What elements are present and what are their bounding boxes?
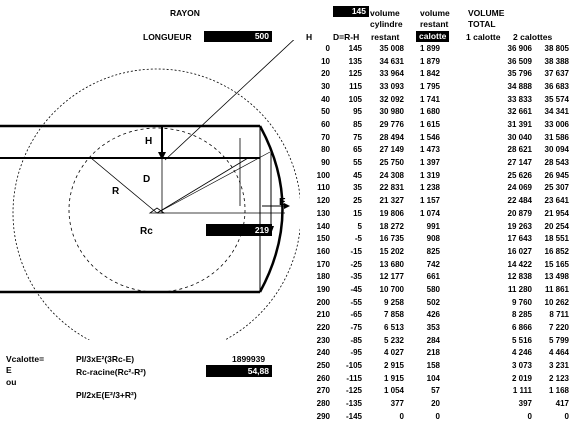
table-cell[interactable]: 0 <box>564 411 569 421</box>
table-cell[interactable]: 20 879 <box>507 208 532 218</box>
table-cell[interactable]: 1 473 <box>419 145 440 155</box>
table-cell[interactable]: 95 <box>353 107 362 117</box>
header-volume-total-1: VOLUME <box>468 8 505 18</box>
table-cell[interactable]: 11 861 <box>544 284 569 294</box>
table-cell[interactable]: 140 <box>316 221 330 231</box>
radius-line-right <box>157 158 248 213</box>
table-cell[interactable]: 22 484 <box>507 196 532 206</box>
table-cell[interactable]: -105 <box>345 361 362 370</box>
table-cell[interactable]: 580 <box>426 284 440 294</box>
table-cell[interactable]: 1 397 <box>419 158 440 168</box>
table-cell[interactable]: -145 <box>345 411 362 421</box>
table-cell[interactable]: 991 <box>426 221 440 231</box>
table-cell[interactable]: 377 <box>390 399 404 409</box>
table-cell[interactable]: 10 700 <box>379 284 404 294</box>
table-cell[interactable]: 80 <box>321 145 330 155</box>
table-cell[interactable]: 24 069 <box>507 183 532 193</box>
table-cell[interactable]: 10 262 <box>544 297 569 307</box>
table-cell[interactable]: 6 866 <box>511 322 532 332</box>
table-cell[interactable]: 15 165 <box>544 259 569 269</box>
table-cell[interactable]: 40 <box>321 94 330 104</box>
table-cell[interactable]: 85 <box>353 120 362 130</box>
table-cell[interactable]: 250 <box>316 361 330 370</box>
table-cell[interactable]: 38 805 <box>544 44 569 53</box>
table-cell[interactable]: 290 <box>316 411 330 421</box>
table-cell[interactable]: 27 149 <box>379 145 404 155</box>
table-cell[interactable]: 32 661 <box>507 107 532 117</box>
header-volume-cylindre-2: cylindre <box>370 19 403 29</box>
table-cell[interactable]: 220 <box>316 322 330 332</box>
diagram-label-e: E <box>279 197 286 208</box>
header-h: H <box>306 32 313 42</box>
table-cell[interactable]: 14 422 <box>507 259 532 269</box>
table-cell[interactable]: -55 <box>350 297 362 307</box>
table-cell[interactable]: -95 <box>350 348 362 358</box>
table-cell[interactable]: 9 760 <box>511 297 532 307</box>
table-cell[interactable]: 31 586 <box>544 132 569 142</box>
table-cell[interactable]: 1 741 <box>419 94 440 104</box>
table-cell[interactable]: 1 879 <box>419 56 440 66</box>
table-cell[interactable]: 20 254 <box>544 221 569 231</box>
table-cell[interactable]: 0 <box>435 411 440 421</box>
table-cell[interactable]: 16 735 <box>379 234 404 244</box>
table-cell[interactable]: 21 954 <box>544 208 569 218</box>
header-volume-cylindre-1: volume <box>370 8 400 18</box>
table-cell[interactable]: 35 <box>353 183 362 193</box>
table-cell[interactable]: 160 <box>316 246 330 256</box>
diagram-label-h: H <box>145 136 153 147</box>
table-cell[interactable]: 908 <box>426 234 440 244</box>
table-cell[interactable]: 200 <box>316 297 330 307</box>
table-cell[interactable]: 11 280 <box>507 284 532 294</box>
longueur-value-cell[interactable]: 500 <box>204 31 272 42</box>
table-cell[interactable]: 104 <box>426 373 440 383</box>
table-cell[interactable]: 90 <box>321 158 330 168</box>
table-cell[interactable]: 135 <box>348 56 362 66</box>
inner-dashed-circle <box>69 128 245 292</box>
table-cell[interactable]: 4 027 <box>383 348 404 358</box>
table-cell[interactable]: 240 <box>316 348 330 358</box>
table-cell[interactable]: 28 494 <box>379 132 404 142</box>
table-cell[interactable]: 270 <box>316 386 330 396</box>
table-cell[interactable]: 30 040 <box>507 132 532 142</box>
table-cell[interactable]: 65 <box>353 145 362 155</box>
table-cell[interactable]: 218 <box>426 348 440 358</box>
table-cell[interactable]: 13 498 <box>544 272 569 282</box>
table-cell[interactable]: 130 <box>316 208 330 218</box>
table-cell[interactable]: 55 <box>353 158 362 168</box>
table-cell[interactable]: 2 123 <box>548 373 569 383</box>
table-cell[interactable]: -125 <box>345 386 362 396</box>
table-cell[interactable]: -75 <box>350 322 362 332</box>
table-cell[interactable]: 25 307 <box>544 183 569 193</box>
table-cell[interactable]: 230 <box>316 335 330 345</box>
table-cell[interactable]: 115 <box>349 82 362 92</box>
header-restant: restant <box>371 32 400 42</box>
table-cell[interactable]: 25 <box>353 196 362 206</box>
table-cell[interactable]: 5 516 <box>511 335 532 345</box>
table-cell[interactable]: 19 806 <box>379 208 404 218</box>
table-cell[interactable]: -35 <box>350 272 362 282</box>
table-cell[interactable]: 28 543 <box>544 158 569 168</box>
table-cell[interactable]: 8 285 <box>511 310 532 320</box>
table-cell[interactable]: 397 <box>518 399 532 409</box>
table-cell[interactable]: 18 272 <box>379 221 404 231</box>
table-cell[interactable]: 353 <box>426 322 440 332</box>
table-cell[interactable]: 661 <box>426 272 440 282</box>
table-cell[interactable]: 24 308 <box>379 170 404 180</box>
table-cell[interactable]: 6 513 <box>383 322 404 332</box>
outer-dotted-circle <box>13 69 300 340</box>
table-cell[interactable]: 280 <box>316 399 330 409</box>
table-cell[interactable]: 7 220 <box>548 322 569 332</box>
table-cell[interactable]: 37 637 <box>544 69 569 79</box>
table-cell[interactable]: 25 750 <box>379 158 404 168</box>
table-cell[interactable]: 100 <box>316 170 330 180</box>
table-cell[interactable]: 16 852 <box>544 246 569 256</box>
table-cell[interactable]: 16 027 <box>507 246 532 256</box>
table-cell[interactable]: 20 <box>431 399 440 409</box>
header-1-calotte: 1 calotte <box>466 32 501 42</box>
ou-label: ou <box>6 377 17 387</box>
table-cell[interactable]: 12 838 <box>507 272 532 282</box>
vcalotte-formula: PI/3xE²(3Rc-E) <box>76 354 135 364</box>
header-d: D=R-H <box>333 32 360 42</box>
table-cell[interactable]: 15 202 <box>379 246 404 256</box>
header-volume-total-2: TOTAL <box>468 19 496 29</box>
table-cell[interactable]: 1 111 <box>512 386 532 396</box>
radius-line-left <box>91 158 157 213</box>
table-cell[interactable]: 2 915 <box>383 361 404 370</box>
table-cell[interactable]: 1 074 <box>419 208 440 218</box>
table-cell[interactable]: 33 093 <box>379 82 404 92</box>
table-cell[interactable]: 30 <box>321 82 330 92</box>
longueur-label: LONGUEUR <box>143 32 192 42</box>
table-cell[interactable]: 27 147 <box>507 158 532 168</box>
table-cell[interactable]: 150 <box>316 234 330 244</box>
table-cell[interactable]: 36 509 <box>507 56 532 66</box>
table-cell[interactable]: 1 319 <box>419 170 440 180</box>
table-cell[interactable]: 4 246 <box>511 348 532 358</box>
table-cell[interactable]: 1 915 <box>383 373 404 383</box>
table-cell[interactable]: 26 945 <box>544 170 569 180</box>
table-cell[interactable]: 7 858 <box>383 310 404 320</box>
header-volume-restant-2: restant <box>420 19 449 29</box>
table-cell[interactable]: 33 833 <box>507 94 532 104</box>
table-cell[interactable]: 1 168 <box>548 386 569 396</box>
table-cell[interactable]: 36 683 <box>544 82 569 92</box>
e-formula: Rc-racine(Rc²-R²) <box>76 367 146 377</box>
tank-diagram <box>0 40 300 340</box>
table-cell[interactable]: 35 796 <box>507 69 532 79</box>
header-calotte[interactable]: calotte <box>416 31 449 42</box>
table-cell[interactable]: 3 231 <box>548 361 569 370</box>
table-cell[interactable]: 105 <box>348 94 362 104</box>
table-cell[interactable]: -135 <box>345 399 362 409</box>
table-cell[interactable]: 60 <box>321 120 330 130</box>
e-label: E <box>6 365 12 375</box>
diagram-label-d: D <box>143 174 151 185</box>
diagram-label-rc: Rc <box>140 226 153 237</box>
table-cell[interactable]: 31 391 <box>507 120 532 130</box>
table-cell[interactable]: 5 <box>357 221 362 231</box>
table-cell[interactable]: 1 238 <box>419 183 440 193</box>
table-cell[interactable]: 825 <box>426 246 440 256</box>
table-cell[interactable]: 284 <box>426 335 440 345</box>
table-cell[interactable]: 502 <box>426 297 440 307</box>
table-cell[interactable]: 4 464 <box>548 348 569 358</box>
header-2-calottes: 2 calottes <box>513 32 553 42</box>
table-cell[interactable]: -5 <box>354 234 362 244</box>
alt-formula: PI/2xE(E²/3+R²) <box>76 390 137 400</box>
table-cell[interactable]: 30 980 <box>379 107 404 117</box>
table-cell[interactable]: 25 626 <box>507 170 532 180</box>
table-cell[interactable]: 35 008 <box>379 44 404 53</box>
table-cell[interactable]: 29 776 <box>379 120 404 130</box>
table-cell[interactable]: 34 341 <box>544 107 569 117</box>
vcalotte-label: Vcalotte= <box>6 354 45 364</box>
table-cell[interactable]: 33 964 <box>379 69 404 79</box>
table-cell[interactable]: 120 <box>316 196 330 206</box>
table-cell[interactable]: -25 <box>350 259 362 269</box>
table-cell[interactable]: 5 232 <box>383 335 404 345</box>
table-cell[interactable]: 13 680 <box>379 259 404 269</box>
table-cell[interactable]: 33 006 <box>544 120 569 130</box>
table-cell[interactable]: 35 574 <box>544 94 569 104</box>
table-cell[interactable]: 170 <box>316 259 330 269</box>
table-cell[interactable]: 70 <box>321 132 330 142</box>
table-cell[interactable]: 3 073 <box>511 361 532 370</box>
table-cell[interactable]: 38 388 <box>544 56 569 66</box>
table-cell[interactable]: 57 <box>431 386 440 396</box>
header-volume-restant-1: volume <box>420 8 450 18</box>
table-cell[interactable]: -45 <box>350 284 362 294</box>
table-cell[interactable]: -15 <box>350 246 362 256</box>
vcalotte-value: 1899939 <box>232 354 266 364</box>
table-cell[interactable]: 158 <box>426 361 440 370</box>
table-cell[interactable]: 10 <box>321 56 330 66</box>
table-cell[interactable]: 18 551 <box>544 234 569 244</box>
table-cell[interactable]: 417 <box>555 399 569 409</box>
table-cell[interactable]: 125 <box>348 69 362 79</box>
rayon-label: RAYON <box>170 8 200 18</box>
table-cell[interactable]: 110 <box>317 183 330 193</box>
table-cell[interactable]: 20 <box>321 69 330 79</box>
table-cell[interactable]: 34 631 <box>379 56 404 66</box>
table-cell[interactable]: -115 <box>346 373 362 383</box>
table-cell[interactable]: 1 899 <box>419 44 440 53</box>
table-cell[interactable]: 22 831 <box>379 183 404 193</box>
table-cell[interactable]: 15 <box>353 208 362 218</box>
table-cell[interactable]: 260 <box>316 373 330 383</box>
diagram-label-r: R <box>112 186 120 197</box>
table-cell[interactable]: 17 643 <box>507 234 532 244</box>
table-cell[interactable]: 1 795 <box>419 82 440 92</box>
table-cell[interactable]: 1 157 <box>419 196 440 206</box>
table-cell[interactable]: 30 094 <box>544 145 569 155</box>
e-value-cell[interactable]: 54,88 <box>206 365 272 377</box>
table-cell[interactable]: 19 263 <box>507 221 532 231</box>
table-cell[interactable]: 1 680 <box>419 107 440 117</box>
table-cell[interactable]: 2 019 <box>511 373 532 383</box>
table-cell[interactable]: 190 <box>316 284 330 294</box>
table-cell[interactable]: 210 <box>316 310 330 320</box>
rc-line <box>157 152 270 213</box>
table-cell[interactable]: 28 621 <box>507 145 532 155</box>
table-cell[interactable]: 36 906 <box>507 44 532 53</box>
table-cell[interactable]: 0 <box>399 411 404 421</box>
table-cell[interactable]: 23 641 <box>544 196 569 206</box>
table-cell[interactable]: 32 092 <box>379 94 404 104</box>
table-cell[interactable]: 0 <box>325 44 330 53</box>
rayon-value-cell[interactable]: 145 <box>333 6 369 17</box>
table-cell[interactable]: 5 799 <box>548 335 569 345</box>
table-cell[interactable]: 8 711 <box>549 310 569 320</box>
table-cell[interactable]: -85 <box>350 335 362 345</box>
table-cell[interactable]: 1 842 <box>419 69 440 79</box>
table-cell[interactable]: 45 <box>353 170 362 180</box>
table-cell[interactable]: 742 <box>426 259 440 269</box>
table-cell[interactable]: 1 546 <box>419 132 440 142</box>
rc-value-cell[interactable]: 219 <box>206 224 272 236</box>
table-cell[interactable]: 21 327 <box>379 196 404 206</box>
table-cell[interactable]: 145 <box>348 44 362 53</box>
table-cell[interactable]: 426 <box>426 310 440 320</box>
table-cell[interactable]: 1 615 <box>419 120 440 130</box>
table-cell[interactable]: -65 <box>350 310 362 320</box>
table-cell[interactable]: 0 <box>527 411 532 421</box>
table-cell[interactable]: 12 177 <box>379 272 404 282</box>
table-cell[interactable]: 34 888 <box>507 82 532 92</box>
table-cell[interactable]: 9 258 <box>383 297 404 307</box>
table-cell[interactable]: 75 <box>353 132 362 142</box>
pointer-arrow-line <box>165 40 300 160</box>
table-cell[interactable]: 50 <box>321 107 330 117</box>
table-cell[interactable]: 1 054 <box>383 386 404 396</box>
table-cell[interactable]: 180 <box>316 272 330 282</box>
